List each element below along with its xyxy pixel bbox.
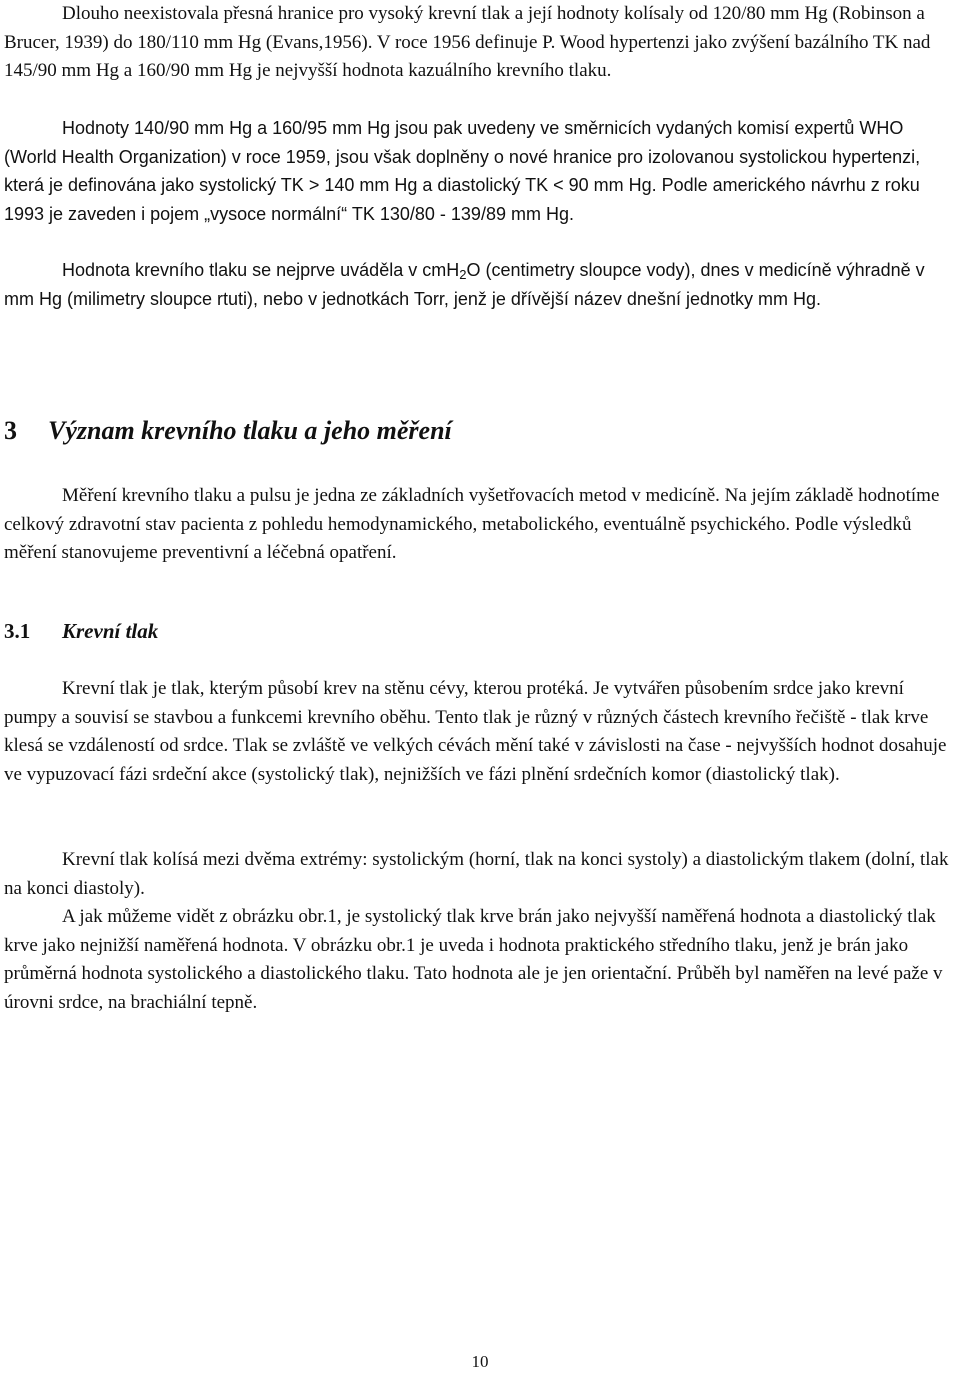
- section-3-1-paragraph-1: Krevní tlak je tlak, kterým působí krev na stěnu cévy, kterou protéká. Je vytvářen působením srdce jako krevní pumpy a souvisí se stavbou a funkcemi krevního oběhu. Tento tlak je různý v různých částech krevního řečiště - tlak krve klesá se vzdáleností od srdce. Tlak se zvláště ve velkých cévách mění také v závislosti na čase - nejvyšších hodnot dosahuje ve vypuzovací fázi srdeční akce (systolický tlak), nejnižších ve fázi plnění srdečních komor (diastolický tlak).: [4, 678, 947, 785]
- section-3-1-number: 3.1: [4, 619, 31, 643]
- section-3-1-paragraph-2: Krevní tlak kolísá mezi dvěma extrémy: systolickým (horní, tlak na konci systoly) a diastolickým tlakem (dolní, tlak na konci diastoly).: [4, 849, 949, 899]
- subscript-2: 2: [459, 267, 467, 282]
- section-3-1-paragraph-3: A jak můžeme vidět z obrázku obr.1, je systolický tlak krve brán jako nejvyšší naměřená hodnota a diastolický tlak krve jako nejnižší naměřená hodnota. V obrázku obr.1 je uveda i hodnota praktického středního tlaku, jenž je brán jako průměrná hodnota systolického a diastolického tlaku. Tato hodnota ale je jen orientační. Průběh byl naměřen na levé paže v úrovni srdce, na brachiální tepně.: [4, 906, 943, 1013]
- intro-paragraph-2: Hodnoty 140/90 mm Hg a 160/95 mm Hg jsou pak uvedeny ve směrnicích vydaných komisí expertů WHO (World Health Organization) v roce 1959, jsou však doplněny o nové hranice pro izolovanou systolickou hypertenzi, která je definována jako systolický TK > 140 mm Hg a diastolický TK < 90 mm Hg. Podle amerického návrhu z roku 1993 je zaveden i pojem „vysoce normální“ TK 130/80 - 139/89 mm Hg.: [4, 118, 921, 224]
- intro-paragraph-3: [4, 256, 956, 313]
- intro-paragraph-3-text-a: Hodnota krevního tlaku se nejprve uváděla v cmH: [62, 260, 460, 280]
- page-number: 10: [471, 1352, 489, 1371]
- intro-paragraph-3-text-b: O (centimetry sloupce vody), dnes v medicíně výhradně v mm Hg (milimetry sloupce rtuti), nebo v jednotkách Torr, jenž je dřívější název dnešní jednotky mm Hg.: [4, 260, 925, 309]
- section-3-1-title: Krevní tlak: [62, 619, 159, 643]
- section-3-heading: [4, 414, 452, 448]
- intro-paragraph-1: Dlouho neexistovala přesná hranice pro vysoký krevní tlak a její hodnoty kolísaly od 120/80 mm Hg (Robinson a Brucer, 1939) do 180/110 mm Hg (Evans,1956). V roce 1956 definuje P. Wood hypertenzi jako zvýšení bazálního TK nad 145/90 mm Hg a 160/90 mm Hg je nejvyšší hodnota kazuálního krevního tlaku.: [4, 3, 931, 82]
- section-3-1-heading: [4, 617, 158, 645]
- section-3-paragraph: Měření krevního tlaku a pulsu je jedna ze základních vyšetřovacích metod v medicíně. Na jejím základě hodnotíme celkový zdravotní stav pacienta z pohledu hemodynamického, metabolického, eventuálně psychického. Podle výsledků měření stanovujeme preventivní a léčebná opatření.: [4, 485, 940, 564]
- section-3-title: Význam krevního tlaku a jeho měření: [48, 416, 452, 445]
- section-3-number: 3: [4, 416, 17, 445]
